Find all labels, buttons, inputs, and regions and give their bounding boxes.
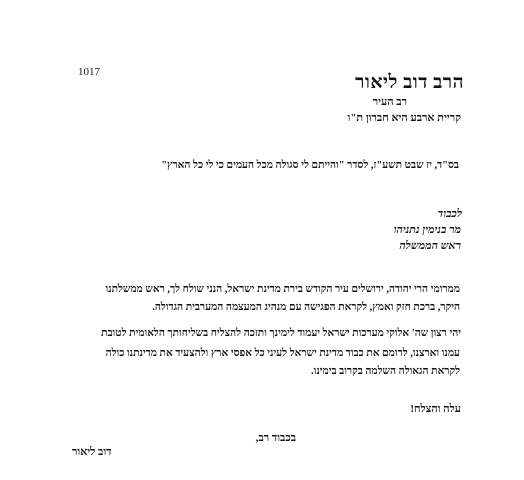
closing: בכבוד רב,	[255, 432, 296, 444]
letterhead-title: רב העיר	[372, 96, 407, 108]
body-line: היקר, ברכת חזק ואמץ, לקראת הפגישה עם מנהיג המעצמה המערבית הגדולה.	[152, 302, 460, 313]
body-line: עמנו וארצנו, לרומם את כבוד מדינת ישראל לעיני כל אפסי ארץ ולהצעיד את מדינתנו כולה	[105, 348, 460, 359]
greeting: עלה והצלח!	[410, 403, 461, 415]
letterhead-name: הרב דוב ליאור	[355, 72, 464, 93]
recipient-name: מר בנימין נתניהו	[393, 224, 461, 236]
document-number: 1017	[78, 66, 100, 78]
date-line: בס"ד, יז שבט תשע"ז, לסדר "והייתם לי סגולה מכל העמים כי לי כל הארץ"	[161, 160, 459, 171]
body-line: ממרומי הרי יהודה, ירושלים עיר הקודש בירת מדינת ישראל, הנני שולח לך, ראש ממשלתנו	[105, 284, 460, 295]
recipient-role: ראש הממשלה	[399, 240, 461, 252]
body-line: יהי רצון שה' אלוקי מערכות ישראל יעמוד לימינך ותזכה להצליח בשליחותך הלאומית לטובת	[101, 328, 461, 339]
signature: דוב ליאור	[72, 446, 112, 458]
body-line: לקראת הגאולה השלמה בקרוב בימינו.	[311, 366, 460, 377]
letterhead-city: קריית ארבע היא חברון ת"ו	[347, 112, 461, 124]
recipient-honorific: לכבוד	[437, 208, 462, 220]
